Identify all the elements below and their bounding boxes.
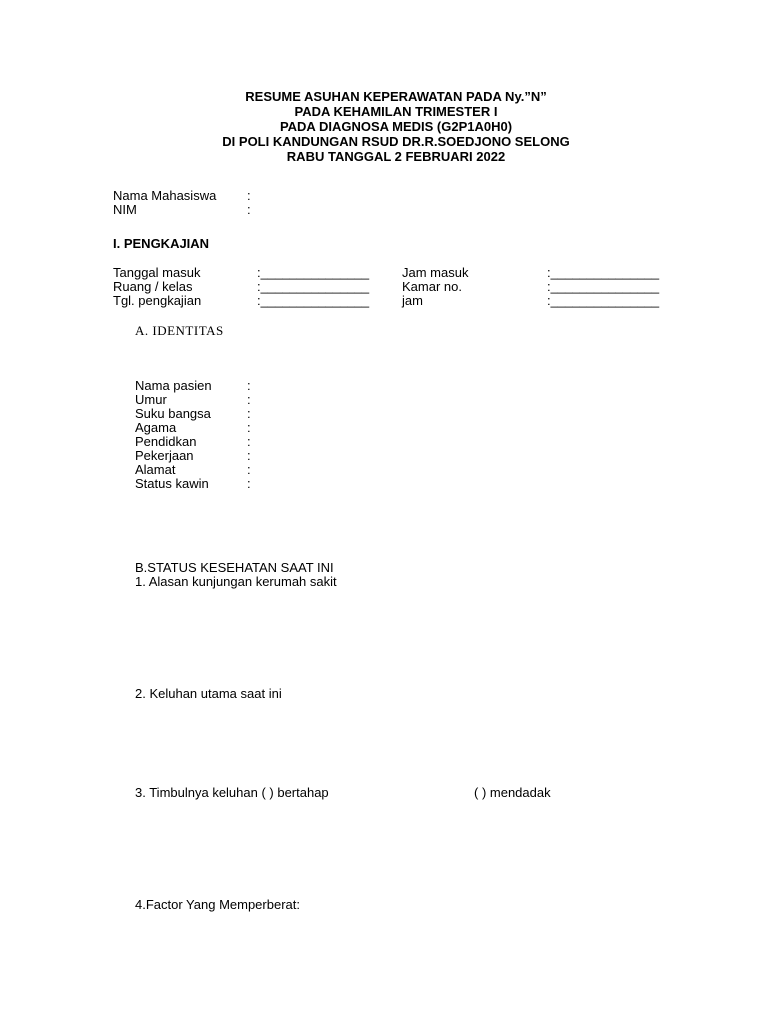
student-name-label: Nama Mahasiswa — [113, 188, 217, 203]
field-colon: : — [247, 420, 251, 435]
question-3: 3. Timbulnya keluhan ( ) bertahap — [135, 785, 329, 800]
field-label: Agama — [135, 420, 177, 435]
tgl-pengkajian-blank: :_______________ — [257, 293, 370, 308]
kamar-no-label: Kamar no. — [402, 279, 462, 294]
field-colon: : — [247, 434, 251, 449]
field-label: Alamat — [135, 462, 176, 477]
ruang-kelas-label: Ruang / kelas — [113, 279, 193, 294]
student-nim-label: NIM — [113, 202, 137, 217]
question-1: 1. Alasan kunjungan kerumah sakit — [135, 574, 337, 589]
title-line-5: RABU TANGGAL 2 FEBRUARI 2022 — [286, 149, 506, 164]
field-colon: : — [247, 476, 251, 491]
jam-label: jam — [402, 293, 423, 308]
field-colon: : — [247, 462, 251, 477]
status-heading: B.STATUS KESEHATAN SAAT INI — [135, 560, 334, 575]
kamar-no-blank: :_______________ — [547, 279, 660, 294]
title-line-2: PADA KEHAMILAN TRIMESTER I — [294, 104, 498, 119]
tgl-pengkajian-label: Tgl. pengkajian — [113, 293, 202, 308]
field-colon: : — [247, 448, 251, 463]
question-3-option-b: ( ) mendadak — [474, 785, 551, 800]
section-pengkajian-heading: I. PENGKAJIAN — [113, 236, 210, 251]
field-colon: : — [247, 406, 251, 421]
field-label: Pendidkan — [135, 434, 197, 449]
student-nim-colon: : — [247, 202, 251, 217]
field-colon: : — [247, 392, 251, 407]
identitas-heading: A. IDENTITAS — [135, 323, 224, 338]
title-line-4: DI POLI KANDUNGAN RSUD DR.R.SOEDJONO SELONG — [222, 134, 570, 149]
title-line-3: PADA DIAGNOSA MEDIS (G2P1A0H0) — [279, 119, 513, 134]
jam-blank: :_______________ — [547, 293, 660, 308]
field-label: Pekerjaan — [135, 448, 194, 463]
document-title — [0, 89, 768, 164]
field-label: Nama pasien — [135, 378, 212, 393]
jam-masuk-blank: :_______________ — [547, 265, 660, 280]
title-line-1: RESUME ASUHAN KEPERAWATAN PADA Ny.”N” — [245, 89, 547, 104]
tanggal-masuk-blank: :_______________ — [257, 265, 370, 280]
field-label: Umur — [135, 392, 167, 407]
question-2: 2. Keluhan utama saat ini — [135, 686, 282, 701]
ruang-kelas-blank: :_______________ — [257, 279, 370, 294]
tanggal-masuk-label: Tanggal masuk — [113, 265, 201, 280]
field-label: Suku bangsa — [135, 406, 211, 421]
field-colon: : — [247, 378, 251, 393]
field-label: Status kawin — [135, 476, 209, 491]
student-name-colon: : — [247, 188, 251, 203]
jam-masuk-label: Jam masuk — [402, 265, 469, 280]
question-4: 4.Factor Yang Memperberat: — [135, 897, 300, 912]
